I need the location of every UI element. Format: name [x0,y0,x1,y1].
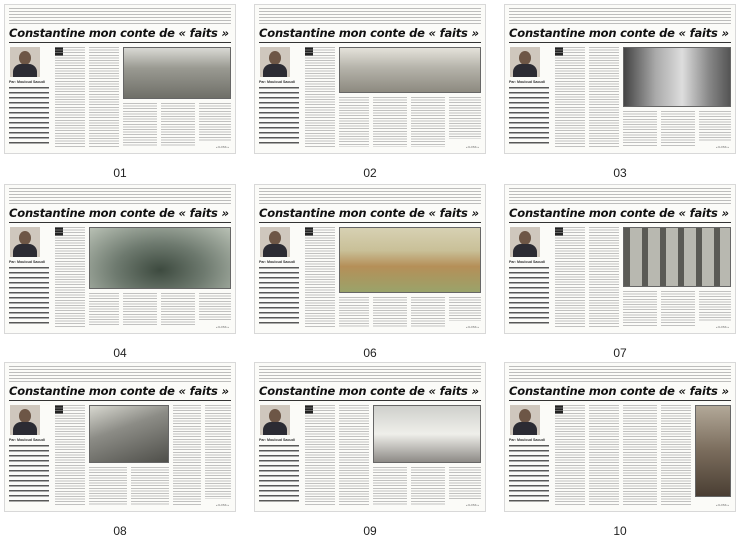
author-byline: Par: Mouloud Saoudi [509,80,545,84]
thumbnail-label: 10 [613,524,627,538]
text-column [623,111,657,147]
text-column [123,103,157,147]
headline-rule [9,400,231,401]
page-headline: Constantine mon conte de « faits » [259,26,479,40]
headline-rule [9,42,231,43]
article-photo [123,47,231,99]
text-column [589,47,619,147]
author-byline: Par: Mouloud Saoudi [509,260,545,264]
intro-paragraph [259,188,481,204]
article-photo [373,405,481,463]
text-column [589,227,619,327]
text-column [373,97,407,147]
pull-quote [509,87,549,145]
text-column [55,47,85,147]
headline-rule [9,222,231,223]
thumbnail-label: 01 [113,166,127,180]
text-column [305,405,335,505]
intro-paragraph [509,366,731,382]
pull-quote [9,445,49,503]
pull-quote [9,87,49,145]
author-portrait [510,405,540,435]
text-column [373,467,407,505]
author-byline: Par: Mouloud Saoudi [9,80,45,84]
text-column [373,297,407,327]
author-portrait [510,227,540,257]
text-column [339,297,369,327]
article-photo [695,405,731,497]
pull-quote [259,87,299,145]
intro-paragraph [9,366,231,382]
page-headline: Constantine mon conte de « faits » [9,26,229,40]
text-column [131,467,169,505]
author-portrait [260,227,290,257]
newspaper-page [504,184,736,334]
intro-paragraph [9,8,231,24]
text-column [661,111,695,147]
text-column [89,293,119,327]
text-column [411,467,445,505]
text-column [161,293,195,327]
article-photo [339,227,481,293]
thumbnail-label: 02 [363,166,377,180]
article-photo [623,47,731,107]
headline-rule [259,222,481,223]
page-headline: Constantine mon conte de « faits » [509,206,729,220]
author-byline: Par: Mouloud Saoudi [509,438,545,442]
article-signature: « ILYAS » [215,503,229,507]
text-column [449,97,481,139]
text-column [161,103,195,147]
newspaper-page [4,362,236,512]
intro-paragraph [509,8,731,24]
article-signature: « ILYAS » [715,145,729,149]
pull-quote [509,267,549,325]
intro-paragraph [259,366,481,382]
author-byline: Par: Mouloud Saoudi [9,260,45,264]
thumbnail-label: 06 [363,346,377,360]
text-column [589,405,619,505]
newspaper-page [4,4,236,154]
newspaper-page [254,362,486,512]
headline-rule [509,42,731,43]
author-portrait [260,47,290,77]
text-column [411,297,445,327]
text-column [661,405,691,505]
article-signature: « ILYAS » [465,145,479,149]
text-column [305,227,335,327]
headline-rule [509,222,731,223]
text-column [89,467,127,505]
pull-quote [9,267,49,325]
page-headline: Constantine mon conte de « faits » [9,384,229,398]
page-headline: Constantine mon conte de « faits » [9,206,229,220]
newspaper-page [254,4,486,154]
text-column [205,405,231,499]
text-column [449,297,481,321]
article-signature: « ILYAS » [715,503,729,507]
article-signature: « ILYAS » [465,503,479,507]
text-column [55,405,85,505]
author-byline: Par: Mouloud Saoudi [9,438,45,442]
thumbnail-label: 04 [113,346,127,360]
author-byline: Par: Mouloud Saoudi [259,260,295,264]
article-signature: « ILYAS » [465,325,479,329]
thumbnail-label: 07 [613,346,627,360]
intro-paragraph [259,8,481,24]
page-headline: Constantine mon conte de « faits » [259,384,479,398]
pull-quote [259,445,299,503]
author-portrait [510,47,540,77]
headline-rule [259,42,481,43]
page-headline: Constantine mon conte de « faits » [509,384,729,398]
text-column [339,405,369,505]
author-portrait [10,405,40,435]
intro-paragraph [9,188,231,204]
text-column [339,97,369,147]
article-signature: « ILYAS » [215,145,229,149]
article-signature: « ILYAS » [715,325,729,329]
headline-rule [259,400,481,401]
intro-paragraph [509,188,731,204]
text-column [555,47,585,147]
thumbnail-label: 08 [113,524,127,538]
text-column [661,291,695,327]
article-photo [89,405,169,463]
article-photo [89,227,231,289]
headline-rule [509,400,731,401]
text-column [699,291,731,321]
thumbnail-label: 09 [363,524,377,538]
pull-quote [259,267,299,325]
author-byline: Par: Mouloud Saoudi [259,438,295,442]
author-byline: Par: Mouloud Saoudi [259,80,295,84]
text-column [55,227,85,327]
text-column [173,405,201,505]
text-column [305,47,335,147]
newspaper-page [504,362,736,512]
text-column [623,291,657,327]
text-column [699,111,731,141]
article-photo [339,47,481,93]
author-portrait [260,405,290,435]
thumbnail-label: 03 [613,166,627,180]
author-portrait [10,47,40,77]
text-column [411,97,445,147]
article-signature: « ILYAS » [215,325,229,329]
text-column [449,467,481,499]
newspaper-page [254,184,486,334]
newspaper-page [4,184,236,334]
author-portrait [10,227,40,257]
newspaper-page [504,4,736,154]
text-column [555,405,585,505]
text-column [199,293,231,321]
article-photo [623,227,731,287]
text-column [89,47,119,147]
page-headline: Constantine mon conte de « faits » [509,26,729,40]
text-column [123,293,157,327]
text-column [199,103,231,141]
text-column [623,405,657,505]
pull-quote [509,445,549,503]
text-column [555,227,585,327]
page-headline: Constantine mon conte de « faits » [259,206,479,220]
